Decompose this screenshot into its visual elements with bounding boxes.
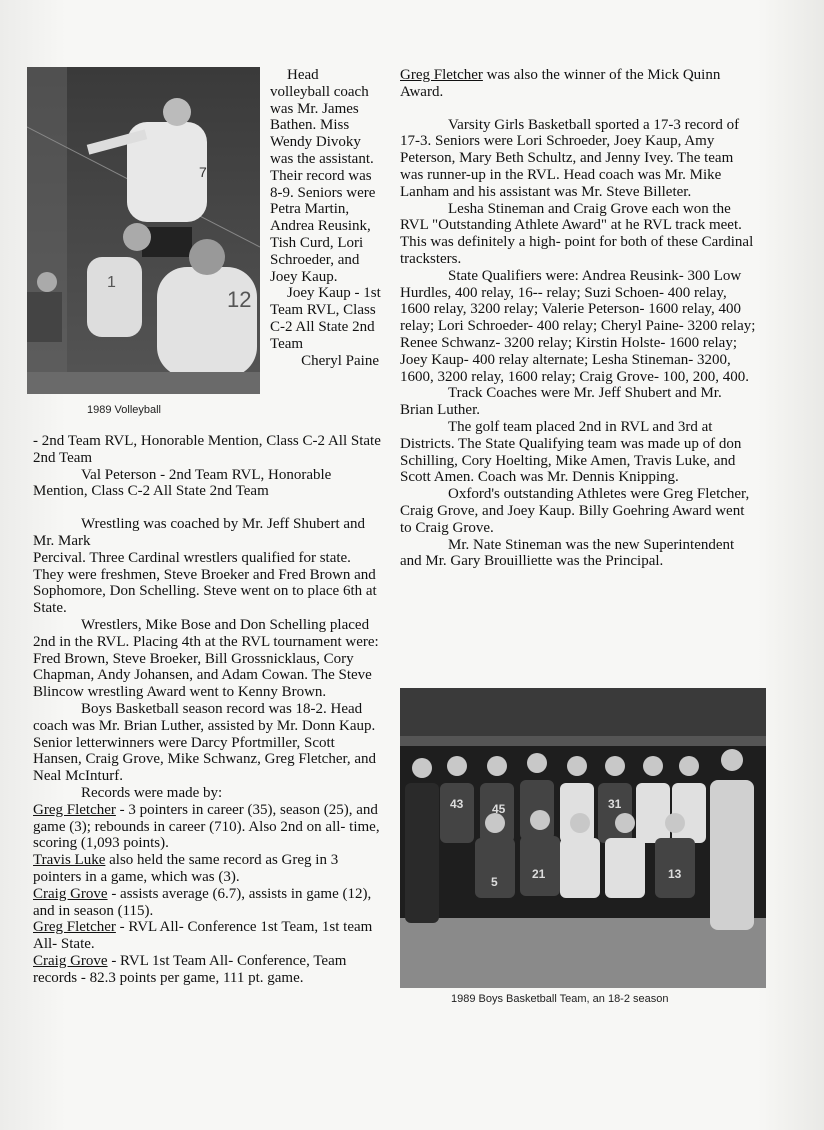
track-coaches: Track Coaches were Mr. Jeff Shubert and Mr. Brian Luther. [400,385,722,419]
wrestling-qualifiers: Percival. Three Cardinal wrestlers qualified for state. They were freshmen, Steve Broeker and Fred Brown and Sophomore, Don Schelling. Steve went on to place 6th at State. [33,549,377,617]
record-text: - RVL 1st Team All- Conference, Team records - 82.3 points per game, 111 pt. game. [33,952,347,986]
peterson-honor: Val Peterson - 2nd Team RVL, Honorable Mention, Class C-2 All State 2nd Team [33,466,332,500]
jersey-number: 45 [492,802,506,816]
record-item [33,852,383,886]
track-award: Lesha Stineman and Craig Grove each won the RVL "Outstanding Athlete Award" at he RVL track meet. This was definitely a high- point for both of these Cardinal tracksters. [400,200,754,267]
jersey-number: 5 [491,875,498,889]
volleyball-side-text [270,67,382,369]
quinn-name: Greg Fletcher [400,67,483,83]
volleyball-paragraph: Head volleyball coach was Mr. James Bathen. Miss Wendy Divoky was the assistant. Their record was 8-9. Seniors were Petra Martin, Andrea Reusink, Tish Curd, Lori Schroeder, and Joey Kaup. [270,67,376,285]
record-name: Greg Fletcher [33,919,116,936]
record-name: Craig Grove [33,952,108,969]
records-intro: Records were made by: [81,784,223,801]
record-item [33,886,383,920]
jersey-number: 12 [227,287,252,312]
jersey-number: 43 [450,797,464,811]
administration: Mr. Nate Stineman was the new Superintendent and Mr. Gary Brouilliette was the Principal. [400,536,735,570]
jersey-number: 1 [107,274,116,291]
quinn-award [400,67,758,101]
record-name: Greg Fletcher [33,801,116,818]
basketball-team-photo [400,688,766,988]
outstanding-athletes: Oxford's outstanding Athletes were Greg Fletcher, Craig Grove, and Joey Kaup. Billy Goehring Award went to Craig Grove. [400,486,750,536]
wrestling-results: Wrestlers, Mike Bose and Don Schelling placed 2nd in the RVL. Placing 4th at the RVL tournament were: Fred Brown, Steve Broeker, Bill Grossnicklaus, Cory Chapman, Andy Johansen, and Adam Cowan. The Steve Blincow wrestling Award went to Kenny Brown. [33,616,379,701]
volleyball-photo [27,67,260,394]
record-name: Craig Grove [33,885,108,902]
boys-basketball-season: Boys Basketball season record was 18-2. Head coach was Mr. Brian Luther, assisted by Mr. Donn Kaup. Senior letterwinners were Darcy Pfortmiller, Scott Hansen, Craig Grove, Mike Schwanz, Greg Fletcher, and Neal McInturf. [33,700,377,785]
record-text: - RVL All- Conference 1st Team, 1st team All- State. [33,919,373,953]
jersey-number: 7 [199,164,207,180]
record-text: - assists average (6.7), assists in game (12), and in season (115). [33,885,372,919]
right-column [400,67,758,570]
jersey-number: 21 [532,867,546,881]
left-column [33,433,383,987]
record-text: - 3 pointers in career (35), season (25), and game (3); rebounds in career (710). Also 2nd on all- time, scoring (1,093 points). [33,801,380,852]
golf-team: The golf team placed 2nd in RVL and 3rd at Districts. The State Qualifying team was made up of don Schilling, Cory Hoelting, Mike Amen, Travis Luke, and Scott Amen. Coach was Mr. Dennis Knipping. [400,418,742,486]
record-item [33,919,383,953]
state-qualifiers: State Qualifiers were: Andrea Reusink- 300 Low Hurdles, 400 relay, 16-- relay; Suzi Schoen- 400 relay, 1600 relay, 3200 relay; Valerie Peterson- 1600 relay, 400 relay; Lori Schroeder- 400 relay; Cheryl Paine- 3200 relay; Renee Schwanz- 3200 relay; Kirstin Holste- 1600 relay; Joey Kaup- 400 relay alternate; Lesha Stineman- 3200, 1600, 3200 relay, 1600 relay; Craig Grove- 100, 200, 400. [400,267,756,385]
wrestling-coaches: Wrestling was coached by Mr. Jeff Shubert and Mr. Mark [33,516,366,549]
paine-honor-start: Cheryl Paine [301,352,379,369]
girls-basketball: Varsity Girls Basketball sported a 17-3 record of 17-3. Seniors were Lori Schroeder, Joey Kaup, Amy Peterson, Mary Beth Schultz, and Jenny Ivey. The team was runner-up in the RVL. Head coach was Mr. Mike Lanham and his assistant was Mr. Steve Billeter. [400,116,740,200]
jersey-number: 13 [668,867,682,881]
record-item [33,802,383,852]
quinn-text: was also the winner of the Mick Quinn Award. [400,67,721,100]
record-name: Travis Luke [33,852,106,869]
record-text: also held the same record as Greg in 3 pointers in a game, which was (3). [33,852,339,885]
jersey-number: 31 [608,797,622,811]
paine-honor-rest: - 2nd Team RVL, Honorable Mention, Class C-2 All State 2nd Team [33,433,381,466]
basketball-team-caption: 1989 Boys Basketball Team, an 18-2 season [451,993,669,1005]
record-item [33,953,383,987]
volleyball-caption: 1989 Volleyball [87,404,162,416]
kaup-honor: Joey Kaup - 1st Team RVL, Class C-2 All State 2nd Team [270,285,381,352]
